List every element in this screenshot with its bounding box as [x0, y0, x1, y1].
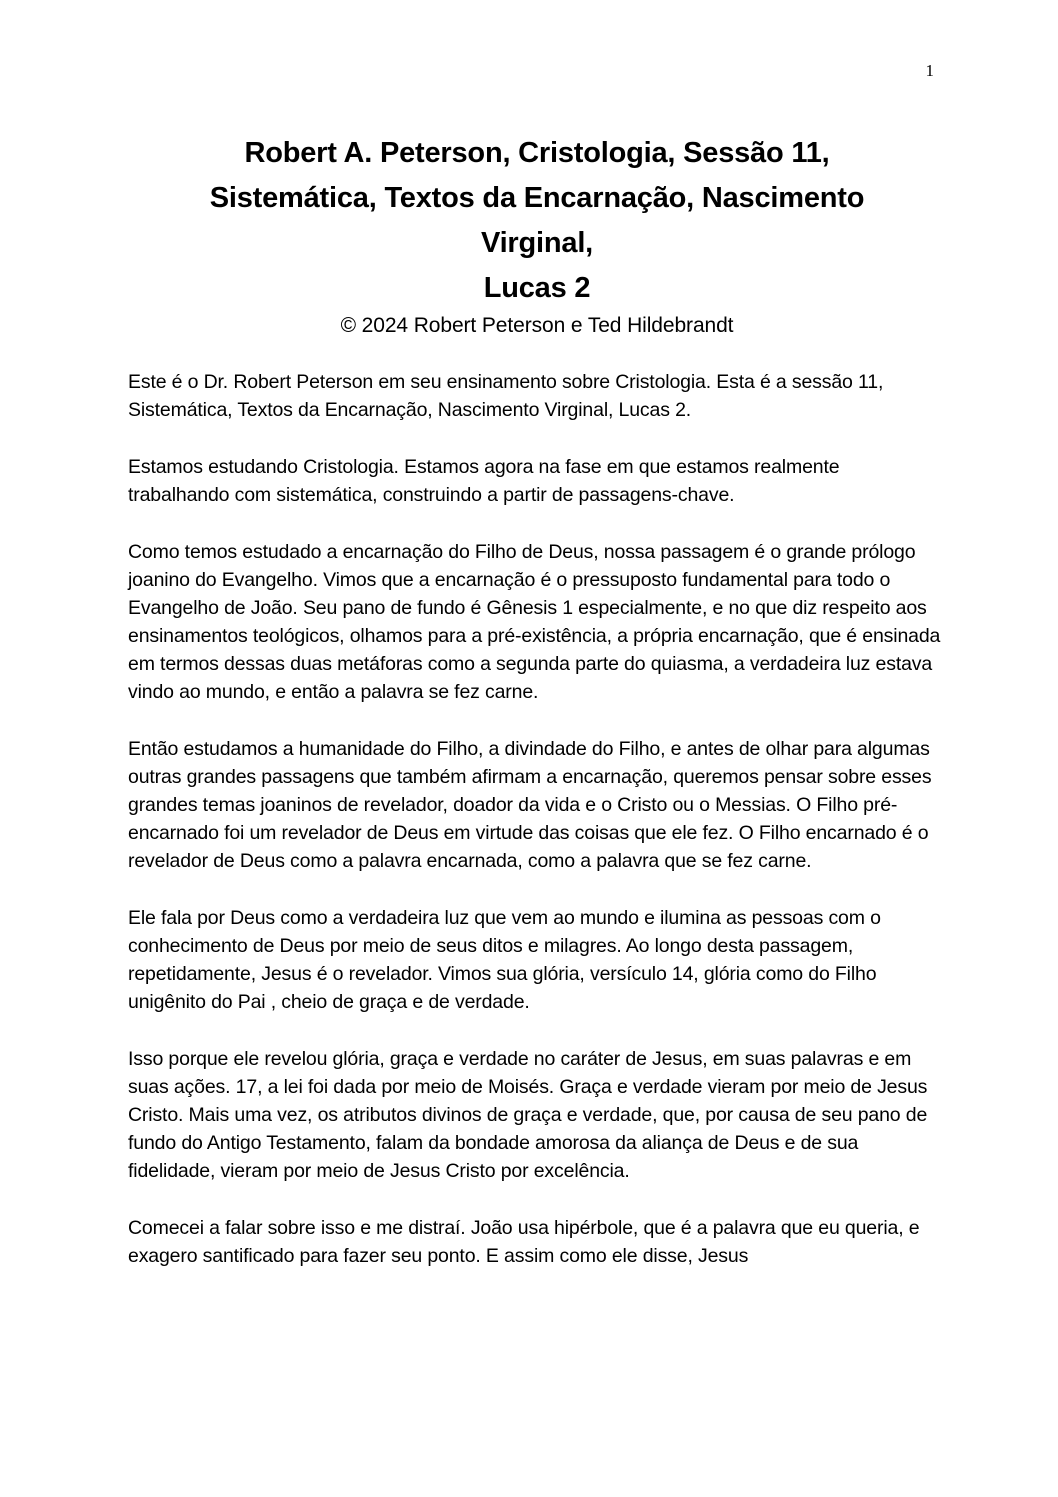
- document-content: [128, 0, 946, 1299]
- page-number: 1: [925, 61, 934, 80]
- paragraph-7: Comecei a falar sobre isso e me distraí. João usa hipérbole, que é a palavra que eu queria, e exagero santificado para fazer seu ponto. E assim como ele disse, Jesus: [128, 1217, 920, 1267]
- document-title: [128, 131, 946, 311]
- paragraph-1: Este é o Dr. Robert Peterson em seu ensinamento sobre Cristologia. Esta é a sessão 11, Sistemática, Textos da Encarnação, Nascimento Virginal, Lucas 2.: [128, 371, 884, 421]
- copyright-line: © 2024 Robert Peterson e Ted Hildebrandt: [340, 314, 734, 337]
- title-line-2: Sistemática, Textos da Encarnação, Nascimento: [209, 182, 865, 214]
- title-line-4: Lucas 2: [483, 272, 591, 304]
- paragraph-2: Estamos estudando Cristologia. Estamos agora na fase em que estamos realmente trabalhando com sistemática, construindo a partir de passagens-chave.: [128, 456, 840, 506]
- paragraph-4: Então estudamos a humanidade do Filho, a divindade do Filho, e antes de olhar para algumas outras grandes passagens que também afirmam a encarnação, queremos pensar sobre esses grandes temas joaninos de revelador, doador da vida e o Cristo ou o Messias. O Filho pré-encarnado foi um revelador de Deus em virtude das coisas que ele fez. O Filho encarnado é o revelador de Deus como a palavra encarnada, como a palavra que se fez carne.: [128, 738, 932, 872]
- title-line-1: Robert A. Peterson, Cristologia, Sessão 11,: [244, 137, 830, 169]
- paragraph-5: Ele fala por Deus como a verdadeira luz que vem ao mundo e ilumina as pessoas com o conhecimento de Deus por meio de seus ditos e milagres. Ao longo desta passagem, repetidamente, Jesus é o revelador. Vimos sua glória, versículo 14, glória como do Filho unigênito do Pai , cheio de graça e de verdade.: [128, 907, 881, 1013]
- body-text: [128, 368, 946, 1270]
- paragraph-6: Isso porque ele revelou glória, graça e verdade no caráter de Jesus, em suas palavras e em suas ações. 17, a lei foi dada por meio de Moisés. Graça e verdade vieram por meio de Jesus Cristo. Mais uma vez, os atributos divinos de graça e verdade, que, por causa de seu pano de fundo do Antigo Testamento, falam da bondade amorosa da aliança de Deus e de sua fidelidade, vieram por meio de Jesus Cristo por excelência.: [128, 1048, 928, 1182]
- title-line-3: Virginal,: [480, 227, 594, 259]
- paragraph-3: Como temos estudado a encarnação do Filho de Deus, nossa passagem é o grande prólogo joanino do Evangelho. Vimos que a encarnação é o pressuposto fundamental para todo o Evangelho de João. Seu pano de fundo é Gênesis 1 especialmente, e no que diz respeito aos ensinamentos teológicos, olhamos para a pré-existência, a própria encarnação, que é ensinada em termos dessas duas metáforas como a segunda parte do quiasma, a verdadeira luz estava vindo ao mundo, e então a palavra se fez carne.: [128, 541, 941, 703]
